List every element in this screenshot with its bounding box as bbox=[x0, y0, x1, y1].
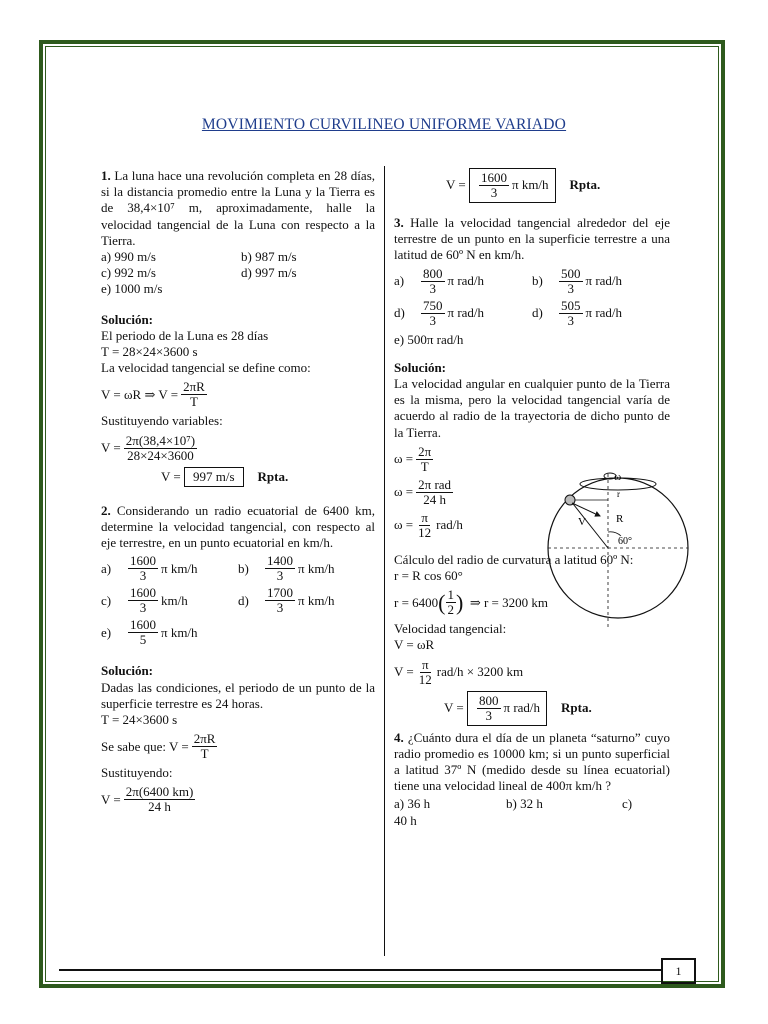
answer-box: 997 m/s bbox=[184, 467, 244, 487]
numerator: 800 bbox=[423, 265, 443, 281]
problem-4 bbox=[394, 730, 670, 795]
equation-lhs: ω = bbox=[394, 484, 414, 500]
option-d bbox=[394, 299, 532, 328]
equation-substitution bbox=[101, 785, 375, 814]
equation-lhs: ω = bbox=[394, 451, 414, 467]
denominator: 3 bbox=[429, 312, 436, 328]
denominator: 3 bbox=[139, 600, 147, 616]
problem-1-number: 1. bbox=[101, 168, 111, 183]
solution-line: Cálculo del radio de curvatura a latitud 60º N: bbox=[394, 551, 634, 567]
velocity-arrow bbox=[572, 503, 600, 516]
small-r-label: r bbox=[617, 489, 620, 499]
fraction bbox=[265, 554, 295, 583]
option-label: d) bbox=[532, 305, 543, 320]
denominator: T bbox=[190, 394, 198, 410]
denominator: 2 bbox=[447, 602, 454, 618]
numerator: π bbox=[421, 509, 428, 525]
fraction bbox=[446, 588, 457, 617]
problem-2 bbox=[101, 503, 375, 552]
option-d bbox=[238, 586, 375, 615]
option-a: a) 36 h bbox=[394, 796, 431, 812]
unit: π rad/h bbox=[447, 273, 485, 288]
equation-lhs: V = bbox=[394, 664, 414, 680]
unit: π km/h bbox=[298, 592, 335, 608]
denominator: 3 bbox=[139, 568, 147, 584]
equation-lhs: V = bbox=[446, 177, 466, 193]
equation-lhs: V = ωR ⇒ V = bbox=[101, 386, 179, 402]
denominator: 24 h bbox=[423, 491, 446, 507]
v-label: V bbox=[578, 516, 586, 528]
unit: π rad/h bbox=[503, 700, 541, 716]
option-e: e) 500π rad/h bbox=[394, 331, 464, 347]
option-a bbox=[394, 267, 532, 296]
denominator: 12 bbox=[418, 671, 432, 687]
equation-lhs: Se sabe que: V = bbox=[101, 738, 189, 754]
omega-eq-3 bbox=[394, 511, 534, 540]
unit: km/h bbox=[161, 592, 188, 608]
unit: π rad/h bbox=[585, 305, 623, 320]
numerator: 2πR bbox=[193, 731, 216, 747]
numerator: 500 bbox=[561, 265, 581, 281]
denominator: 12 bbox=[418, 524, 432, 540]
option-c-label: c) bbox=[622, 796, 633, 812]
fraction bbox=[181, 380, 207, 409]
solution-line: V = ωR bbox=[394, 637, 435, 653]
earth-radius-line bbox=[570, 500, 608, 548]
option-label: e) bbox=[101, 624, 112, 640]
numerator: 1 bbox=[447, 587, 454, 603]
fraction bbox=[559, 267, 583, 296]
option-label: c) bbox=[101, 592, 112, 608]
answer-line bbox=[161, 467, 375, 487]
earth-diagram bbox=[536, 470, 696, 630]
numerator: 1600 bbox=[130, 553, 156, 569]
problem-2-options-row bbox=[101, 618, 375, 647]
answer-box bbox=[467, 691, 547, 726]
problem-3-options-row bbox=[394, 267, 670, 296]
fraction bbox=[421, 267, 445, 296]
fraction bbox=[124, 434, 197, 463]
solution-label: Solución: bbox=[394, 359, 447, 375]
numerator: 750 bbox=[423, 297, 443, 313]
solution-line: La velocidad angular en cualquier punto de la Tierra es la misma, pero la velocidad tangencial varía de acuerdo al radio de la trayectoria de dicho punto de la Tierra. bbox=[394, 376, 670, 440]
numerator: 800 bbox=[479, 692, 499, 708]
problem-2-options-row bbox=[101, 554, 375, 583]
denominator: 3 bbox=[276, 568, 284, 584]
problem-1-text: La luna hace una revolución completa en 28 días, si la distancia promedio entre la Luna y la Tierra es de 38,4×10⁷ m, aproximadamente, halle la velocidad tangencial de la Luna con respecto a la Tierra. bbox=[101, 168, 376, 248]
denominator: 28×24×3600 bbox=[127, 447, 194, 463]
denominator: 3 bbox=[429, 280, 436, 296]
numerator: 2π bbox=[418, 443, 432, 459]
omega-eq-1 bbox=[394, 445, 534, 474]
option-c: c) 992 m/s bbox=[101, 265, 156, 281]
equation-velocity bbox=[394, 658, 670, 687]
option-label: a) bbox=[101, 560, 112, 576]
rpta-label: Rpta. bbox=[257, 468, 289, 484]
column-divider bbox=[384, 166, 385, 956]
fraction bbox=[128, 554, 158, 583]
option-d: d) 997 m/s bbox=[241, 265, 297, 281]
paren-open: ( bbox=[438, 589, 446, 615]
solution-line: r = R cos 60° bbox=[394, 568, 463, 584]
problem-2-number: 2. bbox=[101, 502, 111, 518]
problem-3 bbox=[394, 215, 670, 264]
option-label: b) bbox=[532, 273, 543, 288]
problem-2-text: Considerando un radio ecuatorial de 6400 km, determine la velocidad tangencial, con respecto al eje terrestre, en un punto ecuatorial en km/h. bbox=[101, 502, 375, 551]
equation-substitution bbox=[101, 434, 375, 463]
denominator: 24 h bbox=[148, 799, 171, 815]
problem-4-options bbox=[394, 796, 670, 812]
problem-4-number: 4. bbox=[394, 729, 404, 745]
answer-line bbox=[444, 691, 670, 726]
answer-line bbox=[446, 168, 670, 203]
unit: π km/h bbox=[161, 624, 198, 640]
omega-label: ω bbox=[614, 471, 622, 483]
solution-line: Dadas las condiciones, el periodo de un punto de la superficie terrestre es 24 horas. bbox=[101, 679, 375, 711]
denominator: 3 bbox=[490, 185, 498, 200]
unit: π rad/h bbox=[585, 273, 623, 288]
denominator: 3 bbox=[567, 280, 574, 296]
option-label: a) bbox=[394, 273, 405, 288]
fraction bbox=[265, 586, 295, 615]
page-title: MOVIMIENTO CURVILINEO UNIFORME VARIADO bbox=[201, 116, 567, 133]
option-c bbox=[101, 586, 238, 615]
fraction bbox=[128, 586, 158, 615]
fraction bbox=[477, 694, 501, 723]
option-label: b) bbox=[238, 560, 249, 576]
left-column bbox=[101, 168, 375, 818]
omega-equations bbox=[394, 445, 534, 540]
solution-label: Solución: bbox=[101, 311, 154, 327]
denominator: 5 bbox=[139, 632, 147, 648]
R-label: R bbox=[616, 513, 624, 525]
solution-label: Solución: bbox=[101, 663, 154, 679]
fraction bbox=[421, 299, 445, 328]
option-c-value: 40 h bbox=[394, 812, 417, 828]
option-e: e) 1000 m/s bbox=[101, 281, 163, 297]
unit: π km/h bbox=[161, 560, 198, 576]
fraction bbox=[417, 658, 434, 687]
answer-box bbox=[469, 168, 556, 203]
fraction bbox=[416, 478, 453, 507]
denominator: 3 bbox=[567, 312, 574, 328]
fraction bbox=[416, 445, 433, 474]
problem-1-options bbox=[101, 249, 375, 298]
equation-velocity-def bbox=[101, 732, 375, 761]
option-d-second bbox=[532, 299, 670, 328]
equation-lhs: r = 6400 bbox=[394, 594, 439, 610]
numerator: 1400 bbox=[267, 553, 293, 569]
unit: π km/h bbox=[298, 560, 335, 576]
unit: π rad/h bbox=[447, 305, 485, 320]
problem-1 bbox=[101, 168, 375, 249]
numerator: 1700 bbox=[267, 585, 293, 601]
solution-line: T = 24×3600 s bbox=[101, 712, 178, 728]
equation-rhs: rad/h × 3200 km bbox=[436, 664, 524, 680]
fraction bbox=[124, 785, 196, 814]
rpta-label: Rpta. bbox=[561, 700, 592, 716]
problem-3-number: 3. bbox=[394, 215, 404, 230]
option-b: b) 32 h bbox=[506, 796, 543, 812]
equation-lhs: V = bbox=[101, 791, 121, 807]
denominator: T bbox=[200, 746, 209, 762]
rpta-label: Rpta. bbox=[569, 177, 601, 193]
numerator: 505 bbox=[561, 297, 581, 313]
fraction bbox=[479, 171, 509, 200]
problem-4-text: ¿Cuánto dura el día de un planeta “saturno” cuyo radio promedio es 10000 km; si un punto superficial a latitud 37º N (medido desde su línea ecuatorial) tiene una velocidad lineal de 400π km/h ? bbox=[394, 729, 670, 794]
equation-lhs: V = bbox=[444, 700, 464, 716]
problem-2-options-row bbox=[101, 586, 375, 615]
fraction bbox=[128, 618, 158, 647]
denominator: 3 bbox=[485, 707, 492, 723]
fraction bbox=[559, 299, 583, 328]
numerator: 2πR bbox=[183, 379, 205, 395]
option-a: a) 990 m/s bbox=[101, 249, 156, 265]
fraction bbox=[192, 732, 218, 761]
omega-eq-2 bbox=[394, 478, 534, 507]
solution-line: Sustituyendo variables: bbox=[101, 413, 223, 429]
option-label: d) bbox=[394, 305, 405, 320]
solution-line: Sustituyendo: bbox=[101, 765, 173, 781]
page-number: 1 bbox=[661, 958, 696, 984]
numerator: 2π(38,4×10⁷) bbox=[125, 432, 196, 448]
equation-rhs: ⇒ r = 3200 km bbox=[469, 594, 548, 610]
equation-velocity-def bbox=[101, 380, 375, 409]
equation-lhs: V = bbox=[101, 440, 121, 456]
solution-line: El periodo de la Luna es 28 días bbox=[101, 327, 269, 343]
numerator: 1600 bbox=[130, 585, 156, 601]
numerator: 2π(6400 km) bbox=[125, 784, 194, 800]
solution-line: La velocidad tangencial se define como: bbox=[101, 360, 311, 376]
option-b bbox=[238, 554, 375, 583]
paren-close: ) bbox=[456, 589, 464, 615]
footer-line bbox=[59, 969, 661, 971]
numerator: 2π rad bbox=[418, 476, 452, 492]
angle-label: 60° bbox=[618, 536, 632, 547]
equation-lhs: V = bbox=[161, 468, 181, 484]
option-b: b) 987 m/s bbox=[241, 249, 297, 265]
unit: rad/h bbox=[436, 517, 463, 533]
numerator: 1600 bbox=[481, 170, 507, 185]
denominator: 3 bbox=[276, 600, 284, 616]
numerator: π bbox=[421, 656, 429, 672]
option-a bbox=[101, 554, 238, 583]
unit: π km/h bbox=[512, 177, 549, 193]
fraction bbox=[416, 511, 433, 540]
numerator: 1600 bbox=[130, 617, 156, 633]
equation-lhs: ω = bbox=[394, 517, 414, 533]
option-e bbox=[101, 618, 238, 647]
problem-3-options-row bbox=[394, 299, 670, 328]
solution-line: T = 28×24×3600 s bbox=[101, 344, 198, 360]
option-label: d) bbox=[238, 592, 249, 608]
solution-line: Velocidad tangencial: bbox=[394, 621, 507, 637]
denominator: T bbox=[420, 458, 429, 474]
earth-diagram-svg bbox=[536, 470, 696, 630]
option-b bbox=[532, 267, 670, 296]
problem-3-text: Halle la velocidad tangencial alrededor del eje terrestre de un punto en la superficie terrestre a una latitud de 60º N en km/h. bbox=[394, 215, 671, 263]
